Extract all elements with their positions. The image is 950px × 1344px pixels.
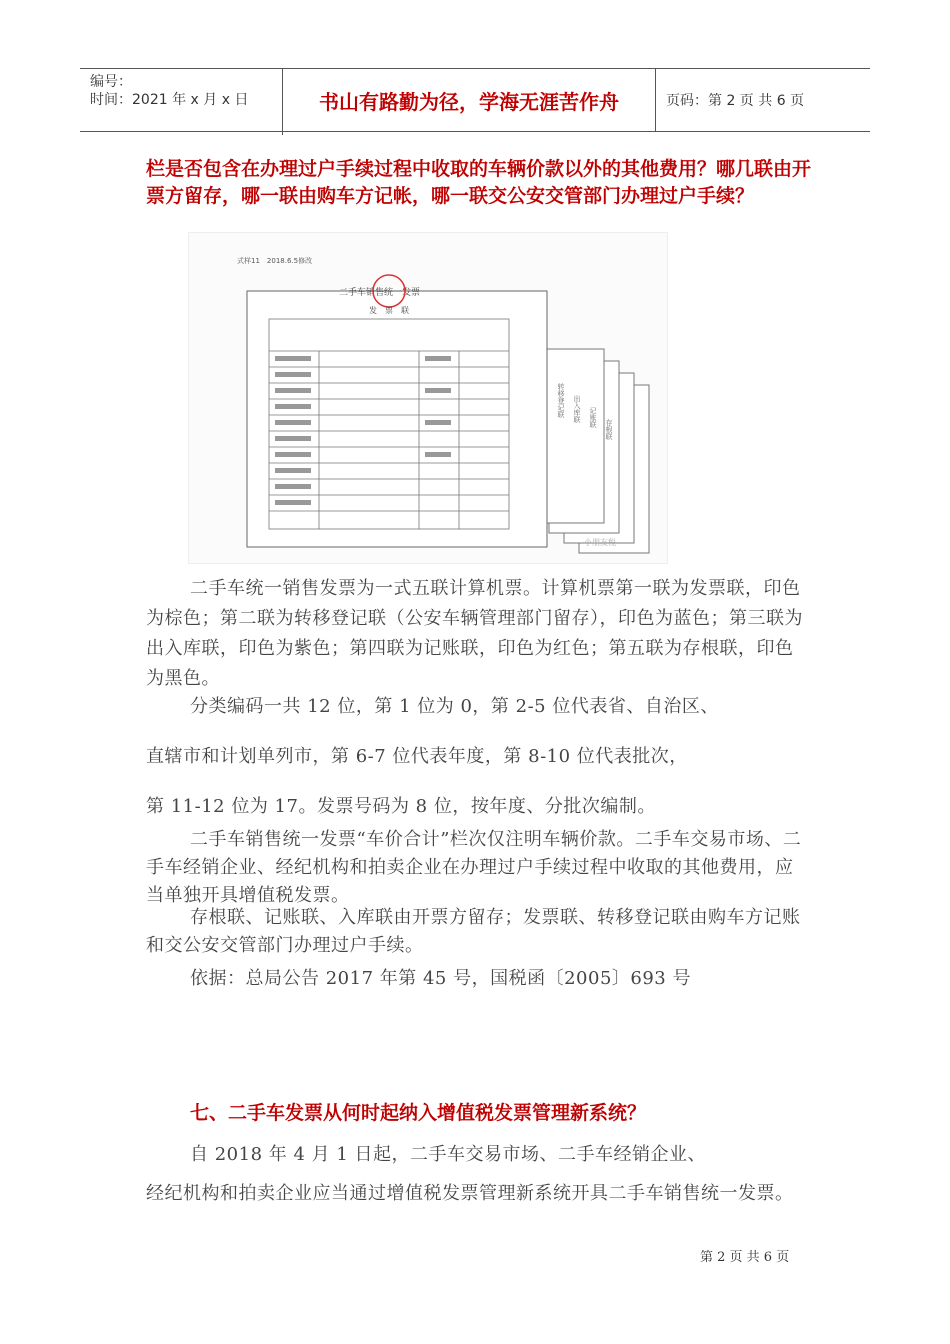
invoice-title: 二手车销售统一发票 bbox=[339, 288, 421, 298]
invoice-subtitle: 发 票 联 bbox=[369, 306, 409, 315]
copy-label-4: 存根联 bbox=[605, 419, 613, 440]
paragraph-code-1: 分类编码一共 12 位，第 1 位为 0，第 2-5 位代表省、自治区、 bbox=[190, 696, 719, 717]
invoice-drawing bbox=[189, 233, 667, 563]
paragraph-retention: 存根联、记账联、入库联由开票方留存；发票联、转移登记联由购车方记账和交公安交管部门办理过户手续。 bbox=[146, 907, 801, 956]
paragraph-price: 二手车销售统一发票“车价合计”栏次仅注明车辆价款。二手车交易市场、二手车经销企业、经纪机构和拍卖企业在办理过户手续过程中收取的其他费用，应当单独开具增值税发票。 bbox=[146, 829, 802, 906]
paragraph-invoice-copies: 二手车统一销售发票为一式五联计算机票。计算机票第一联为发票联，印色为棕色；第二联为转移登记联（公安车辆管理部门留存），印色为蓝色；第三联为出入库联，印色为紫色；第四联为记账联，印色为红色；第五联为存根联，印色为黑色。 bbox=[146, 578, 803, 689]
paragraph-code-2: 直辖市和计划单列市，第 6-7 位代表年度，第 8-10 位代表批次， bbox=[146, 746, 688, 767]
copy-label-2: 出入库联 bbox=[573, 395, 581, 423]
page-header bbox=[80, 68, 870, 132]
copy-label-3: 记账联 bbox=[589, 407, 597, 428]
page-footer: 第 2 页 共 6 页 bbox=[700, 1250, 790, 1265]
paragraph-code-3: 第 11-12 位为 17。发票号码为 8 位，按年度、分批次编制。 bbox=[146, 796, 656, 817]
header-meta bbox=[80, 69, 283, 135]
copy-label-1: 转移登记联 bbox=[557, 383, 565, 418]
document-date: 时间：2021 年 x 月 x 日 bbox=[90, 92, 249, 108]
section-paragraph-2: 经纪机构和拍卖企业应当通过增值税发票管理新系统开具二手车销售统一发票。 bbox=[146, 1183, 794, 1204]
header-motto: 书山有路勤为径，学海无涯苦作舟 bbox=[283, 69, 656, 131]
invoice-sample-image bbox=[188, 232, 668, 564]
invoice-form-number: 式样11 2018.6.5修改 bbox=[237, 257, 313, 265]
watermark-text: 小朋友税 bbox=[584, 538, 616, 547]
section-heading: 七、二手车发票从何时起纳入增值税发票管理新系统？ bbox=[190, 1102, 647, 1124]
intro-heading: 栏是否包含在办理过户手续过程中收取的车辆价款以外的其他费用？哪几联由开票方留存，哪一联由购车方记帐，哪一联交公安交管部门办理过户手续？ bbox=[146, 158, 812, 207]
paragraph-basis: 依据：总局公告 2017 年第 45 号，国税函〔2005〕693 号 bbox=[190, 968, 691, 989]
section-paragraph-1: 自 2018 年 4 月 1 日起，二手车交易市场、二手车经销企业、 bbox=[190, 1144, 707, 1165]
header-page-number: 页码：第 2 页 共 6 页 bbox=[666, 93, 805, 109]
document-number: 编号： bbox=[90, 74, 132, 90]
